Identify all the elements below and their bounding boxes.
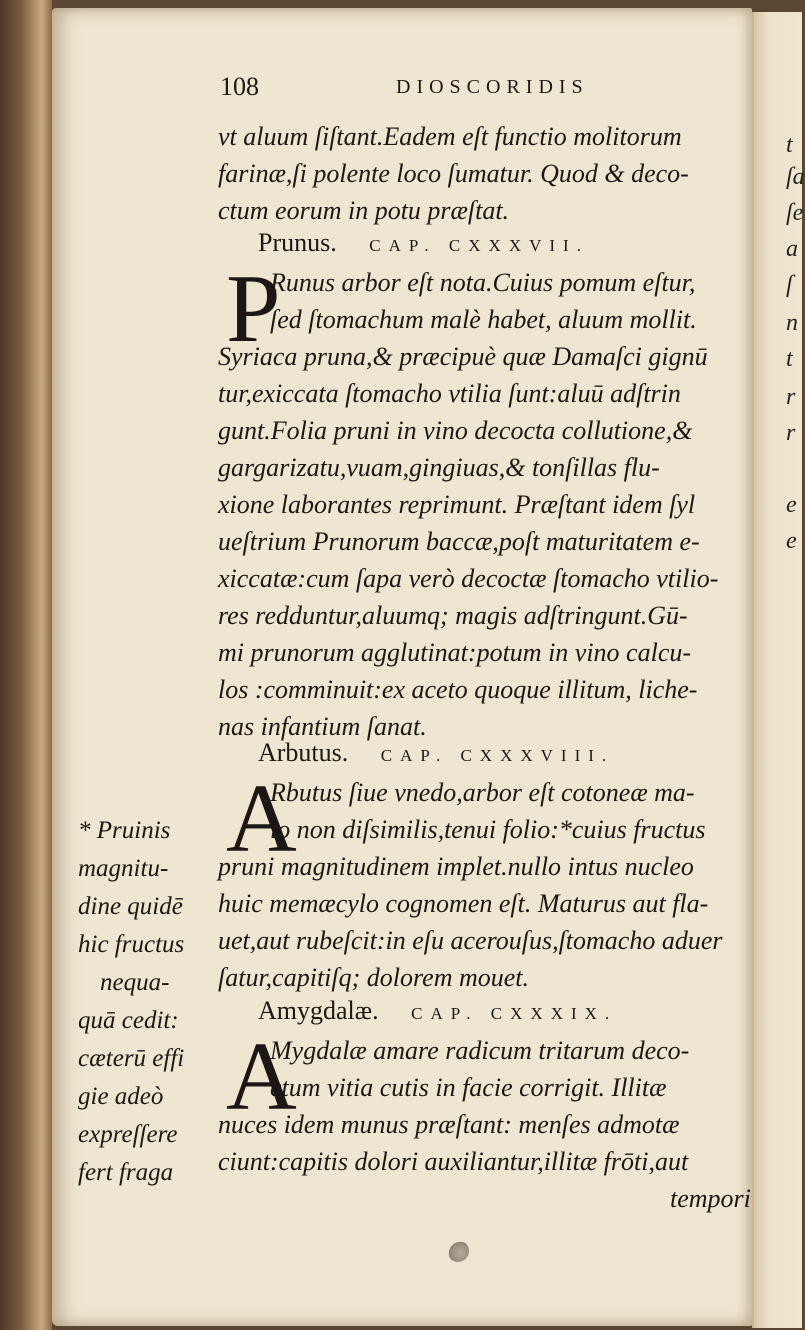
text-line: gunt.Folia pruni in vino decocta collutione,& bbox=[218, 416, 693, 445]
text-line: nas infantium ſanat. bbox=[218, 712, 427, 741]
text-line: ctum vitia cutis in facie corrigit. Illitæ bbox=[270, 1073, 667, 1102]
text-line: los :comminuit:ex aceto quoque illitum, liche- bbox=[218, 675, 698, 704]
text-line: ueſtrium Prunorum baccæ,poſt maturitatem e- bbox=[218, 527, 700, 556]
text-line: Syriaca pruna,& præcipuè quæ Damaſci gignū bbox=[218, 342, 708, 371]
chapter-label: CAP. CXXXIX. bbox=[411, 1004, 618, 1023]
section-body bbox=[218, 765, 748, 996]
drop-cap: P bbox=[226, 255, 281, 363]
facing-page-letter: n bbox=[786, 310, 798, 336]
section-heading bbox=[258, 738, 738, 774]
running-title: DIOSCORIDIS bbox=[396, 76, 589, 98]
facing-page-letter: t bbox=[786, 132, 793, 158]
margin-line: nequa- bbox=[100, 969, 170, 996]
text-line: uet,aut rubeſcit:in eſu acerouſus,ſtomacho aduer bbox=[218, 926, 723, 955]
catchword: tempori bbox=[670, 1184, 751, 1213]
text-line: xiccatæ:cum ſapa verò decoctæ ſtomacho vtilio- bbox=[218, 564, 719, 593]
book-binding bbox=[0, 0, 52, 1330]
page-header bbox=[220, 70, 670, 110]
text-line: vt aluum ſiſtant.Eadem eſt functio molitorum bbox=[218, 122, 682, 151]
facing-page-letter: e bbox=[786, 528, 797, 554]
facing-page-letter: r bbox=[786, 420, 796, 446]
section-title: Prunus. bbox=[258, 228, 337, 257]
facing-page-letter: t bbox=[786, 346, 793, 372]
chapter-label: CAP. CXXXVIII. bbox=[380, 746, 615, 765]
text-line: mi prunorum agglutinat:potum in vino calcu- bbox=[218, 638, 692, 667]
page-number: 108 bbox=[220, 72, 259, 101]
facing-page-letter: ſe bbox=[786, 200, 804, 226]
text-line: huic memæcylo cognomen eſt. Maturus aut fla- bbox=[218, 889, 709, 918]
text-line: gargarizatu,vuam,gingiuas,& tonſillas flu- bbox=[218, 453, 660, 482]
text-line: pruni magnitudinem implet.nullo intus nucleo bbox=[218, 852, 694, 881]
text-line: Runus arbor eſt nota.Cuius pomum eſtur, bbox=[270, 268, 696, 297]
marginal-note bbox=[78, 812, 210, 1192]
margin-line: expreſſere bbox=[78, 1121, 178, 1148]
text-line: nuces idem munus præſtant: menſes admotæ bbox=[218, 1110, 680, 1139]
ink-stain bbox=[447, 1240, 469, 1262]
text-line: res redduntur,aluumq; magis adſtringunt.Gū- bbox=[218, 601, 688, 630]
text-line: Mygdalæ amare radicum tritarum deco- bbox=[270, 1036, 690, 1065]
margin-line: fert fraga bbox=[78, 1159, 174, 1186]
chapter-label: CAP. CXXXVII. bbox=[369, 236, 589, 255]
margin-line: * Pruinis bbox=[78, 817, 171, 844]
section-title: Arbutus. bbox=[258, 738, 349, 767]
text-line: lo non diſsimilis,tenui folio:*cuius fructus bbox=[270, 815, 706, 844]
text-line: tur,exiccata ſtomacho vtilia ſunt:aluū adſtrin bbox=[218, 379, 681, 408]
margin-line: hic fructus bbox=[78, 931, 185, 958]
text-line: Rbutus ſiue vnedo,arbor eſt cotoneæ ma- bbox=[270, 778, 695, 807]
margin-line: cæterū effi bbox=[78, 1045, 185, 1072]
drop-cap: A bbox=[226, 1023, 297, 1131]
margin-line: gie adeò bbox=[78, 1083, 164, 1110]
section-heading bbox=[258, 996, 738, 1032]
section-title: Amygdalæ. bbox=[258, 996, 379, 1025]
section-body bbox=[218, 255, 748, 745]
facing-page-letter: ſa bbox=[786, 164, 805, 190]
facing-page-edge bbox=[752, 12, 805, 1328]
margin-line: magnitu- bbox=[78, 855, 169, 882]
facing-page-letter: r bbox=[786, 384, 796, 410]
section-heading bbox=[258, 228, 738, 264]
facing-page-letter: ſ bbox=[786, 272, 793, 298]
facing-page-letter: a bbox=[786, 236, 798, 262]
text-line: xione laborantes reprimunt. Præſtant idem ſyl bbox=[218, 490, 696, 519]
facing-page-letter: e bbox=[786, 492, 797, 518]
margin-line: dine quidē bbox=[78, 893, 183, 920]
opening-text bbox=[218, 118, 748, 229]
section-body bbox=[218, 1023, 751, 1217]
text-line: ſatur,capitiſq; dolorem mouet. bbox=[218, 963, 530, 992]
margin-line: quā cedit: bbox=[78, 1007, 179, 1034]
text-line: ſed ſtomachum malè habet, aluum mollit. bbox=[270, 305, 697, 334]
text-line: ctum eorum in potu præſtat. bbox=[218, 196, 510, 225]
text-line: ciunt:capitis dolori auxiliantur,illitæ frōti,aut bbox=[218, 1147, 689, 1176]
drop-cap: A bbox=[226, 765, 297, 873]
text-line: farinæ,ſi polente loco ſumatur. Quod & deco- bbox=[218, 159, 689, 188]
